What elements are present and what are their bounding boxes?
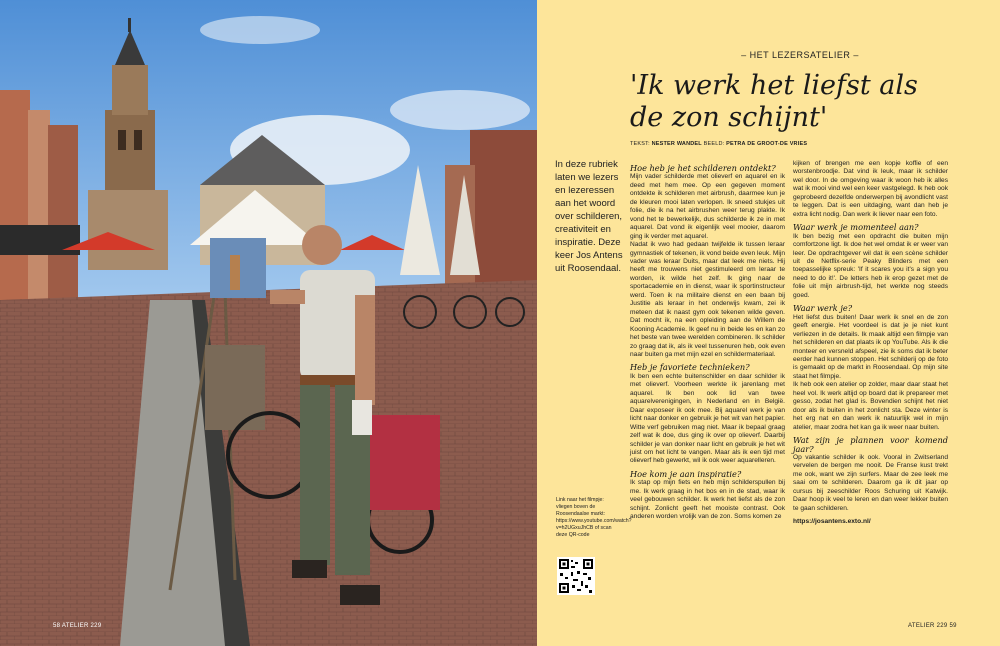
video-link-note: Link naar het filmpje: vliegen boven de Roosendaalse markt: https://www.youtube.com/watch?v=h2UGxuJhCB of scan deze QR-code xyxy=(556,497,632,538)
question-heading: Waar werk je momenteel aan? xyxy=(793,222,919,233)
credits-photographer: PETRA DE GROOT-DE VRIES xyxy=(726,141,808,147)
paragraph: Ik stap op mijn fiets en heb mijn schilderspullen bij me. Ik werk graag in het bos en in de stad, waar ik veel gebouwen schilder. Ik werk het liefst als de zon schijnt. Zonlicht geeft het mooiste contrast. Ook anderen worden vrolijk van de zon. Soms komen ze xyxy=(630,479,785,521)
paragraph: Het liefst dus buiten! Daar werk ik snel en de zon geeft energie. Het voordeel is dat je je niet kunt verliezen in de details. Ik maak altijd een filmpje van het schilderen en dat plaats ik op YouTube. Als ik die monteer en versneld afspeel, zie ik soms dat ik beter eerder had kunnen stoppen. Het schilderij op de foto is gemaakt op de markt in Roosendaal. Op mijn site staat het filmpje. xyxy=(793,313,948,380)
paragraph: Ik ben een echte buitenschilder en daar schilder ik met olieverf. Voorheen werkte ik jarenlang met aquarel. Ik ben ook lid van twee aquarelverenigingen, in Nederland en in België. Daar exposeer ik ook mee. Bij aquarel werk je van licht naar donker en gebruik je het wit van het papier. Witte verf gebruiken mag niet. Maar ik bepaal graag zelf wat ik doe, dus ging ik over op olieverf. Daarbij schilder je van donker naar licht en gebruik je het wit juist om het licht te vangen. Maar als ik een tijd met olieverf heb gewerkt, wil ik ook weer aquarelleren. xyxy=(630,372,785,465)
question-heading: Heb je favoriete technieken? xyxy=(630,362,750,373)
intro-text: In deze rubriek laten we lezers en lezeressen aan het woord over schilderen, creativiteit en inspiratie. Deze keer Jos Antens uit Roosendaal. xyxy=(555,159,623,274)
folio-right: ATELIER 229 59 xyxy=(908,623,957,629)
credits-label-text: TEKST: xyxy=(630,141,652,147)
question-heading: Hoe heb je het schilderen ontdekt? xyxy=(630,163,776,173)
article-column-1 xyxy=(630,160,785,522)
article-title: 'Ik werk het liefst als de zon schijnt' xyxy=(630,70,918,133)
folio-left: 58 ATELIER 229 xyxy=(53,623,102,629)
article-column-2 xyxy=(793,160,948,527)
website-link[interactable]: https://josantens.exto.nl/ xyxy=(793,518,871,526)
paragraph: Nadat ik vwo had gedaan twijfelde ik tussen leraar gymnastiek of tekenen, ik vond beide even leuk. Mijn vader was leraar Duits, maar dat leek me niets. Hij heeft me trouwens niet gestimuleerd om leraar te worden, ik wilde het zelf. Ik ging naar de sportacademie en in dienst, waar ik sportinstructeur werd. Toen ik na militaire dienst en een baan bij Justitie als leraar in het onderwijs kwam, zei ik meteen dat ik naast gym ook tekenen wilde geven. Dat mocht ik, na een opleiding aan de Willem de Kooning Academie. Ik geef nu in beide les en kan zo het beste van twee werelden combineren. Ik schilder zo graag dat ik, als ik veel tussenuren heb, ook even naar buiten ga met mijn ezel en schildermateriaal. xyxy=(630,241,785,358)
paragraph: Ik ben bezig met een opdracht die buiten mijn comfortzone ligt. Ik doe het wel omdat ik er weer van leer. De opdrachtgever wil dat ik een scène schilder uit de Netflix-serie Peaky Blinders met een toepasselijke spreuk: 'If it scares you it's a sign you need to do it!'. De letters heb ik erop gezet met de folie uit mijn airbrush-tijd, het werkte nog steeds goed. xyxy=(793,232,948,299)
question-heading: Waar werk je? xyxy=(793,303,853,314)
question-heading: Hoe kom je aan inspiratie? xyxy=(630,468,742,479)
paragraph: Op vakantie schilder ik ook. Vooral in Zwitserland vervelen de bergen me nooit. De Franse kust trekt me ook, want we zijn surfers. Maar de zee leek me saai om te schilderen. Daarom ga ik dit jaar op cursus bij zeeschilder Roos Schuring uit Katwijk. Daar hoop ik veel te leren en dan weer lekker buiten te gaan schilderen. xyxy=(793,453,948,512)
credits-author: NESTER WANDEL xyxy=(651,141,702,147)
question-heading: Wat zijn je plannen voor komend jaar? xyxy=(793,435,948,454)
paragraph: kijken of brengen me een kopje koffie of een worstenbroodje. Dat vind ik leuk, maar ik schilder wel door. In de omgeving waar ik woon heb ik alles wat ik mooi vind wel een keer vastgelegd. Ik heb ook geprobeerd dezelfde onderwerpen bij avondlicht vast te leggen. Dat is een uitdaging, want dan heb je extra licht nodig. Dan werk ik liever naar een foto. xyxy=(793,160,948,218)
paragraph: Ik heb ook een atelier op zolder, maar daar staat het heel vol. Ik werk altijd op board dat ik prepareer met gesso, zodat het glad is. Bovendien schijnt het niet door als ik buiten in het zonlicht sta. Deze winter is het erg nat en dan werk ik natuurlijk wel in mijn atelier, maar zodra het kan ga ik weer naar buiten. xyxy=(793,381,948,431)
credits-label-image: BEELD: xyxy=(701,141,727,147)
paragraph: Mijn vader schilderde met olieverf en aquarel en ik deed met hem mee. Op een gegeven moment ontdekte ik schilderen met airbrush, daarmee kun je de kleuren mooi laten verlopen. Ik sneed stukjes uit folie, die ik na het airbrushen weer terug plakte. Ik vond het te bewerkelijk, dus schilderde ik ze in met aquarel. Dat vond ik eigenlijk veel mooier, daarom ging ik verder met aquarel. xyxy=(630,173,785,240)
section-tag: – HET LEZERSATELIER – xyxy=(741,50,859,60)
credits xyxy=(630,141,807,147)
qr-code-icon[interactable] xyxy=(557,557,595,595)
